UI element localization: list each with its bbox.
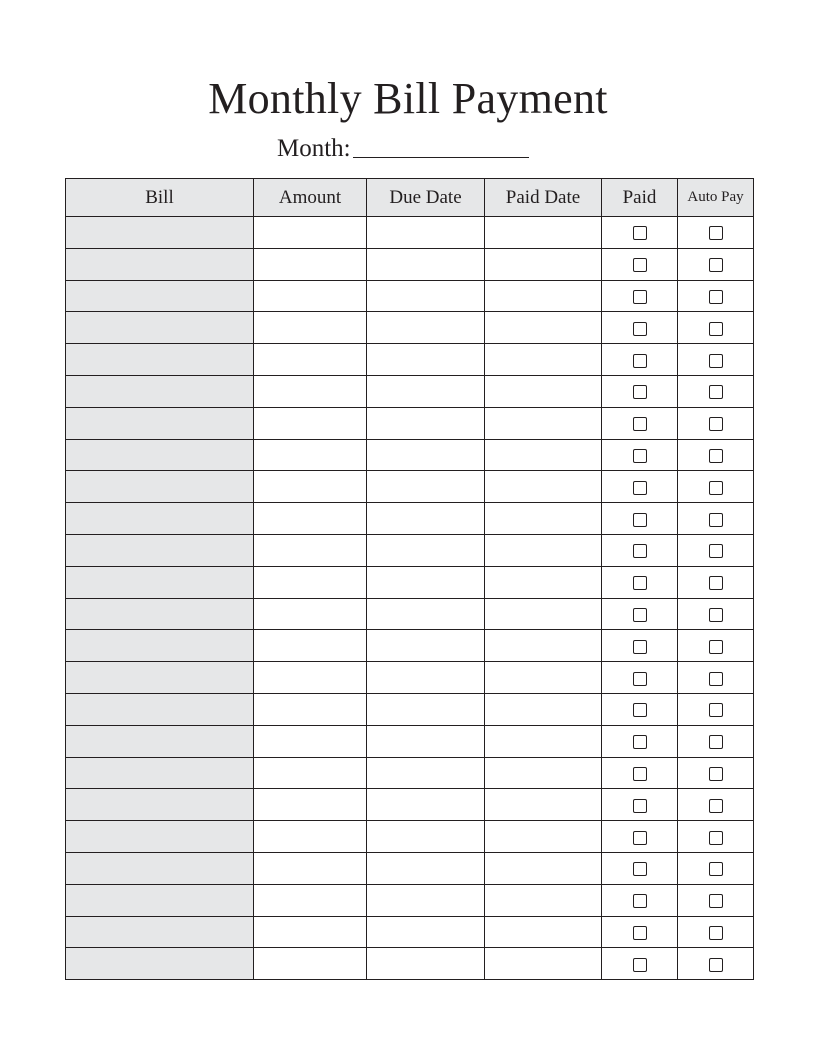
paid-date-field[interactable]: [485, 566, 602, 598]
amount-field[interactable]: [254, 248, 367, 280]
bill-field[interactable]: [66, 534, 254, 566]
table-row: [66, 344, 754, 376]
autopay-cell: [678, 280, 754, 312]
autopay-cell: [678, 821, 754, 853]
due-date-field[interactable]: [367, 852, 485, 884]
autopay-checkbox-icon[interactable]: [709, 958, 723, 972]
amount-field[interactable]: [254, 471, 367, 503]
autopay-checkbox-icon[interactable]: [709, 354, 723, 368]
paid-checkbox-icon[interactable]: [633, 576, 647, 590]
autopay-cell: [678, 789, 754, 821]
due-date-field[interactable]: [367, 534, 485, 566]
paid-cell: [602, 503, 678, 535]
table-row: [66, 217, 754, 249]
due-date-field[interactable]: [367, 598, 485, 630]
month-field: [277, 134, 529, 164]
autopay-cell: [678, 407, 754, 439]
table-row: [66, 916, 754, 948]
autopay-cell: [678, 852, 754, 884]
bill-field[interactable]: [66, 630, 254, 662]
paid-cell: [602, 693, 678, 725]
autopay-cell: [678, 471, 754, 503]
paid-checkbox-icon[interactable]: [633, 322, 647, 336]
due-date-field[interactable]: [367, 217, 485, 249]
autopay-cell: [678, 948, 754, 980]
table-row: [66, 630, 754, 662]
column-header-auto-pay: Auto Pay: [678, 179, 754, 217]
amount-field[interactable]: [254, 566, 367, 598]
due-date-field[interactable]: [367, 693, 485, 725]
paid-date-field[interactable]: [485, 280, 602, 312]
autopay-cell: [678, 566, 754, 598]
amount-field[interactable]: [254, 375, 367, 407]
paid-checkbox-icon[interactable]: [633, 354, 647, 368]
autopay-cell: [678, 757, 754, 789]
due-date-field[interactable]: [367, 757, 485, 789]
autopay-checkbox-icon[interactable]: [709, 322, 723, 336]
paid-checkbox-icon[interactable]: [633, 703, 647, 717]
autopay-cell: [678, 662, 754, 694]
autopay-cell: [678, 598, 754, 630]
bill-field[interactable]: [66, 916, 254, 948]
bill-field[interactable]: [66, 821, 254, 853]
bill-table: [65, 178, 754, 980]
paid-checkbox-icon[interactable]: [633, 767, 647, 781]
autopay-checkbox-icon[interactable]: [709, 703, 723, 717]
paid-cell: [602, 821, 678, 853]
paid-checkbox-icon[interactable]: [633, 449, 647, 463]
amount-field[interactable]: [254, 503, 367, 535]
bill-field[interactable]: [66, 598, 254, 630]
paid-cell: [602, 248, 678, 280]
paid-cell: [602, 598, 678, 630]
paid-date-field[interactable]: [485, 693, 602, 725]
amount-field[interactable]: [254, 312, 367, 344]
amount-field[interactable]: [254, 789, 367, 821]
paid-checkbox-icon[interactable]: [633, 385, 647, 399]
due-date-field[interactable]: [367, 248, 485, 280]
paid-date-field[interactable]: [485, 725, 602, 757]
autopay-cell: [678, 630, 754, 662]
table-row: [66, 598, 754, 630]
paid-cell: [602, 662, 678, 694]
autopay-checkbox-icon[interactable]: [709, 544, 723, 558]
amount-field[interactable]: [254, 630, 367, 662]
paid-date-field[interactable]: [485, 630, 602, 662]
autopay-checkbox-icon[interactable]: [709, 640, 723, 654]
paid-cell: [602, 534, 678, 566]
amount-field[interactable]: [254, 884, 367, 916]
autopay-checkbox-icon[interactable]: [709, 831, 723, 845]
amount-field[interactable]: [254, 852, 367, 884]
due-date-field[interactable]: [367, 439, 485, 471]
paid-checkbox-icon[interactable]: [633, 894, 647, 908]
table-row: [66, 375, 754, 407]
month-input-line[interactable]: [353, 157, 529, 158]
paid-checkbox-icon[interactable]: [633, 672, 647, 686]
paid-cell: [602, 566, 678, 598]
autopay-cell: [678, 693, 754, 725]
paid-date-field[interactable]: [485, 821, 602, 853]
amount-field[interactable]: [254, 217, 367, 249]
table-row: [66, 471, 754, 503]
bill-field[interactable]: [66, 248, 254, 280]
paid-checkbox-icon[interactable]: [633, 258, 647, 272]
paid-date-field[interactable]: [485, 948, 602, 980]
due-date-field[interactable]: [367, 916, 485, 948]
paid-date-field[interactable]: [485, 407, 602, 439]
paid-date-field[interactable]: [485, 757, 602, 789]
bill-field[interactable]: [66, 757, 254, 789]
due-date-field[interactable]: [367, 344, 485, 376]
autopay-checkbox-icon[interactable]: [709, 385, 723, 399]
paid-checkbox-icon[interactable]: [633, 226, 647, 240]
autopay-cell: [678, 312, 754, 344]
bill-field[interactable]: [66, 566, 254, 598]
paid-checkbox-icon[interactable]: [633, 481, 647, 495]
paid-checkbox-icon[interactable]: [633, 799, 647, 813]
paid-cell: [602, 312, 678, 344]
amount-field[interactable]: [254, 598, 367, 630]
table-header-row: [66, 179, 754, 217]
paid-checkbox-icon[interactable]: [633, 862, 647, 876]
paid-cell: [602, 757, 678, 789]
column-header-bill: Bill: [66, 179, 254, 217]
bill-field[interactable]: [66, 948, 254, 980]
due-date-field[interactable]: [367, 375, 485, 407]
due-date-field[interactable]: [367, 312, 485, 344]
table-row: [66, 662, 754, 694]
table-row: [66, 407, 754, 439]
due-date-field[interactable]: [367, 471, 485, 503]
amount-field[interactable]: [254, 280, 367, 312]
autopay-checkbox-icon[interactable]: [709, 290, 723, 304]
paid-cell: [602, 789, 678, 821]
paid-cell: [602, 439, 678, 471]
amount-field[interactable]: [254, 662, 367, 694]
paid-cell: [602, 407, 678, 439]
table-row: [66, 948, 754, 980]
paid-date-field[interactable]: [485, 662, 602, 694]
page-title: Monthly Bill Payment: [208, 74, 608, 123]
amount-field[interactable]: [254, 821, 367, 853]
autopay-cell: [678, 248, 754, 280]
paid-cell: [602, 630, 678, 662]
column-header-due-date: Due Date: [367, 179, 485, 217]
bill-rows: [66, 217, 754, 980]
paid-date-field[interactable]: [485, 471, 602, 503]
column-header-amount: Amount: [254, 179, 367, 217]
paid-cell: [602, 217, 678, 249]
amount-field[interactable]: [254, 344, 367, 376]
table-row: [66, 789, 754, 821]
autopay-cell: [678, 884, 754, 916]
bill-field[interactable]: [66, 725, 254, 757]
bill-field[interactable]: [66, 217, 254, 249]
autopay-cell: [678, 217, 754, 249]
amount-field[interactable]: [254, 916, 367, 948]
amount-field[interactable]: [254, 757, 367, 789]
due-date-field[interactable]: [367, 821, 485, 853]
bill-field[interactable]: [66, 471, 254, 503]
paid-cell: [602, 375, 678, 407]
paid-cell: [602, 884, 678, 916]
autopay-cell: [678, 503, 754, 535]
table-row: [66, 312, 754, 344]
paid-cell: [602, 471, 678, 503]
bill-field[interactable]: [66, 439, 254, 471]
paid-cell: [602, 852, 678, 884]
autopay-cell: [678, 439, 754, 471]
paid-checkbox-icon[interactable]: [633, 831, 647, 845]
paid-checkbox-icon[interactable]: [633, 640, 647, 654]
autopay-cell: [678, 375, 754, 407]
autopay-checkbox-icon[interactable]: [709, 226, 723, 240]
table-row: [66, 884, 754, 916]
paid-date-field[interactable]: [485, 217, 602, 249]
paid-date-field[interactable]: [485, 344, 602, 376]
autopay-checkbox-icon[interactable]: [709, 449, 723, 463]
table-row: [66, 503, 754, 535]
autopay-checkbox-icon[interactable]: [709, 767, 723, 781]
paid-date-field[interactable]: [485, 534, 602, 566]
bill-field[interactable]: [66, 789, 254, 821]
paid-date-field[interactable]: [485, 884, 602, 916]
amount-field[interactable]: [254, 693, 367, 725]
amount-field[interactable]: [254, 725, 367, 757]
table-row: [66, 693, 754, 725]
column-header-paid-date: Paid Date: [485, 179, 602, 217]
column-header-paid: Paid: [602, 179, 678, 217]
table-row: [66, 280, 754, 312]
bill-field[interactable]: [66, 884, 254, 916]
paid-checkbox-icon[interactable]: [633, 958, 647, 972]
paid-checkbox-icon[interactable]: [633, 735, 647, 749]
due-date-field[interactable]: [367, 503, 485, 535]
autopay-checkbox-icon[interactable]: [709, 513, 723, 527]
autopay-checkbox-icon[interactable]: [709, 926, 723, 940]
due-date-field[interactable]: [367, 948, 485, 980]
bill-field[interactable]: [66, 344, 254, 376]
amount-field[interactable]: [254, 439, 367, 471]
due-date-field[interactable]: [367, 566, 485, 598]
amount-field[interactable]: [254, 948, 367, 980]
autopay-checkbox-icon[interactable]: [709, 672, 723, 686]
month-label: Month:: [277, 135, 351, 162]
autopay-cell: [678, 534, 754, 566]
amount-field[interactable]: [254, 407, 367, 439]
paid-date-field[interactable]: [485, 375, 602, 407]
bill-field[interactable]: [66, 280, 254, 312]
due-date-field[interactable]: [367, 630, 485, 662]
paid-date-field[interactable]: [485, 312, 602, 344]
autopay-checkbox-icon[interactable]: [709, 735, 723, 749]
autopay-cell: [678, 916, 754, 948]
paid-checkbox-icon[interactable]: [633, 290, 647, 304]
bill-field[interactable]: [66, 852, 254, 884]
bill-field[interactable]: [66, 662, 254, 694]
due-date-field[interactable]: [367, 789, 485, 821]
autopay-checkbox-icon[interactable]: [709, 862, 723, 876]
paid-checkbox-icon[interactable]: [633, 608, 647, 622]
autopay-cell: [678, 725, 754, 757]
paid-cell: [602, 725, 678, 757]
paid-checkbox-icon[interactable]: [633, 926, 647, 940]
bill-field[interactable]: [66, 407, 254, 439]
paid-date-field[interactable]: [485, 503, 602, 535]
table-row: [66, 248, 754, 280]
paid-cell: [602, 916, 678, 948]
due-date-field[interactable]: [367, 725, 485, 757]
paid-date-field[interactable]: [485, 439, 602, 471]
due-date-field[interactable]: [367, 884, 485, 916]
paid-cell: [602, 344, 678, 376]
paid-date-field[interactable]: [485, 916, 602, 948]
bill-field[interactable]: [66, 693, 254, 725]
due-date-field[interactable]: [367, 280, 485, 312]
autopay-checkbox-icon[interactable]: [709, 608, 723, 622]
paid-cell: [602, 948, 678, 980]
autopay-cell: [678, 344, 754, 376]
autopay-checkbox-icon[interactable]: [709, 576, 723, 590]
paid-date-field[interactable]: [485, 852, 602, 884]
autopay-checkbox-icon[interactable]: [709, 258, 723, 272]
table-row: [66, 821, 754, 853]
due-date-field[interactable]: [367, 662, 485, 694]
paid-checkbox-icon[interactable]: [633, 544, 647, 558]
paid-date-field[interactable]: [485, 598, 602, 630]
paid-cell: [602, 280, 678, 312]
table-row: [66, 566, 754, 598]
bill-field[interactable]: [66, 375, 254, 407]
bill-field[interactable]: [66, 503, 254, 535]
table-row: [66, 852, 754, 884]
paid-checkbox-icon[interactable]: [633, 513, 647, 527]
table-row: [66, 534, 754, 566]
table-row: [66, 757, 754, 789]
autopay-checkbox-icon[interactable]: [709, 894, 723, 908]
paid-checkbox-icon[interactable]: [633, 417, 647, 431]
bill-field[interactable]: [66, 312, 254, 344]
paid-date-field[interactable]: [485, 248, 602, 280]
amount-field[interactable]: [254, 534, 367, 566]
table-row: [66, 439, 754, 471]
paid-date-field[interactable]: [485, 789, 602, 821]
autopay-checkbox-icon[interactable]: [709, 799, 723, 813]
autopay-checkbox-icon[interactable]: [709, 417, 723, 431]
autopay-checkbox-icon[interactable]: [709, 481, 723, 495]
due-date-field[interactable]: [367, 407, 485, 439]
table-row: [66, 725, 754, 757]
